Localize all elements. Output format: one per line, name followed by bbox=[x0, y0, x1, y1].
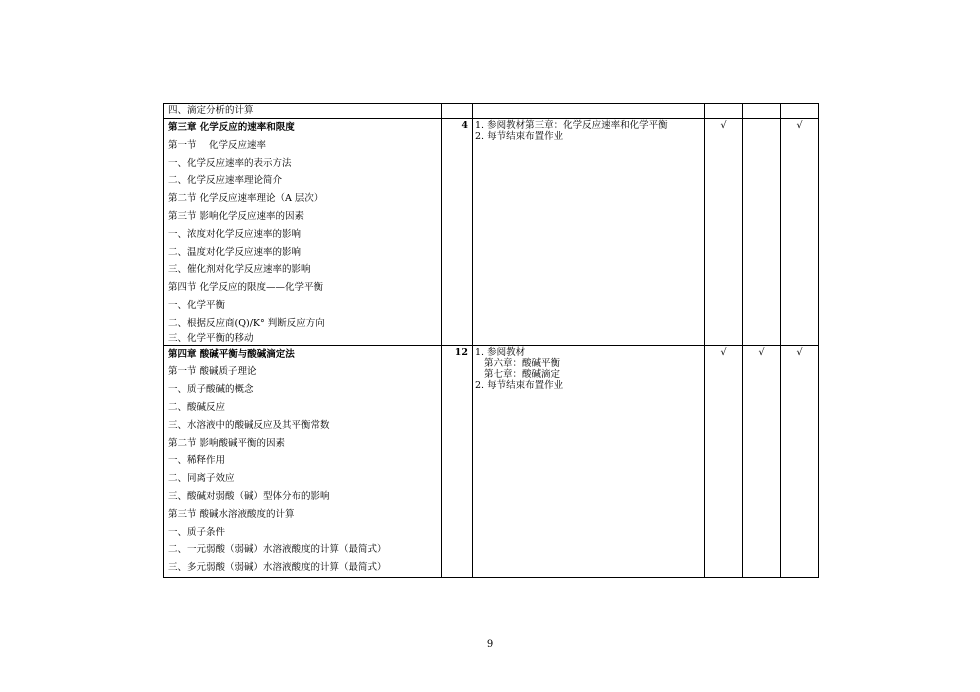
note-line: 2. 每节结束布置作业 bbox=[475, 379, 564, 391]
notes-cell bbox=[473, 104, 705, 119]
check-cell bbox=[705, 104, 743, 119]
check-cell: √ bbox=[705, 119, 743, 346]
note-line: 1. 参阅教材第三章：化学反应速率和化学平衡 bbox=[475, 120, 668, 131]
check-cell: √ bbox=[781, 345, 819, 577]
page-number: 9 bbox=[486, 639, 494, 650]
note-line: 第六章：酸碱平衡 bbox=[484, 357, 561, 369]
topic-line: 第一节 化学反应速率 bbox=[168, 139, 267, 151]
topic-line: 第二节 影响酸碱平衡的因素 bbox=[168, 437, 286, 449]
check-cell: √ bbox=[781, 119, 819, 346]
topic-line: 二、酸碱反应 bbox=[168, 401, 226, 413]
check-cell: √ bbox=[705, 345, 743, 577]
topic-line: 二、同离子效应 bbox=[168, 473, 235, 485]
topic-line: 三、催化剂对化学反应速率的影响 bbox=[168, 264, 311, 276]
topic-line: 第三节 酸碱水溶液酸度的计算 bbox=[168, 508, 295, 520]
topic-cell bbox=[164, 119, 442, 346]
topic-line: 二、根据反应商(Q)/K° 判断反应方向 bbox=[168, 317, 325, 329]
topic-line: 三、水溶液中的酸碱反应及其平衡常数 bbox=[168, 419, 330, 431]
check-cell: √ bbox=[743, 345, 781, 577]
topic-line: 第一节 酸碱质子理论 bbox=[168, 366, 257, 378]
topic-cell bbox=[164, 104, 442, 119]
table-row-chapter3 bbox=[164, 119, 819, 346]
topic-line: 一、浓度对化学反应速率的影响 bbox=[168, 228, 302, 240]
hours-cell: 4 bbox=[442, 119, 473, 346]
topic-line: 二、一元弱酸（弱碱）水溶液酸度的计算（最简式） bbox=[168, 544, 387, 556]
table-row bbox=[164, 104, 819, 119]
notes-cell bbox=[473, 119, 705, 346]
topic-line: 第四节 化学反应的限度——化学平衡 bbox=[168, 282, 324, 294]
topic-line: 第二节 化学反应速率理论（A 层次） bbox=[168, 193, 324, 205]
check-cell bbox=[743, 119, 781, 346]
topic-line: 一、质子酸碱的概念 bbox=[168, 384, 254, 396]
topic-line: 三、多元弱酸（弱碱）水溶液酸度的计算（最简式） bbox=[168, 562, 387, 574]
topic-line: 一、质子条件 bbox=[168, 526, 226, 538]
chapter-title: 第四章 酸碱平衡与酸碱滴定法 bbox=[168, 348, 295, 360]
check-cell bbox=[743, 104, 781, 119]
topic-line: 四、滴定分析的计算 bbox=[168, 105, 254, 116]
topic-line: 一、稀释作用 bbox=[168, 455, 226, 467]
topic-cell bbox=[164, 345, 442, 577]
chapter-title: 第三章 化学反应的速率和限度 bbox=[168, 122, 295, 133]
note-line: 第七章：酸碱滴定 bbox=[484, 368, 561, 380]
check-cell bbox=[781, 104, 819, 119]
topic-line: 二、化学反应速率理论简介 bbox=[168, 175, 283, 187]
note-line: 1. 参阅教材 bbox=[475, 346, 526, 358]
hours-cell: 12 bbox=[442, 345, 473, 577]
hours-cell bbox=[442, 104, 473, 119]
topic-line: 三、化学平衡的移动 bbox=[168, 332, 254, 344]
topic-line: 一、化学反应速率的表示方法 bbox=[168, 157, 292, 169]
table-row-chapter4 bbox=[164, 345, 819, 577]
notes-cell bbox=[473, 345, 705, 577]
topic-line: 二、温度对化学反应速率的影响 bbox=[168, 246, 302, 258]
topic-line: 第三节 影响化学反应速率的因素 bbox=[168, 210, 305, 222]
topic-line: 一、化学平衡 bbox=[168, 299, 226, 311]
syllabus-table bbox=[163, 103, 819, 578]
note-line: 2. 每节结束布置作业 bbox=[475, 131, 564, 142]
topic-line: 三、酸碱对弱酸（碱）型体分布的影响 bbox=[168, 490, 330, 502]
